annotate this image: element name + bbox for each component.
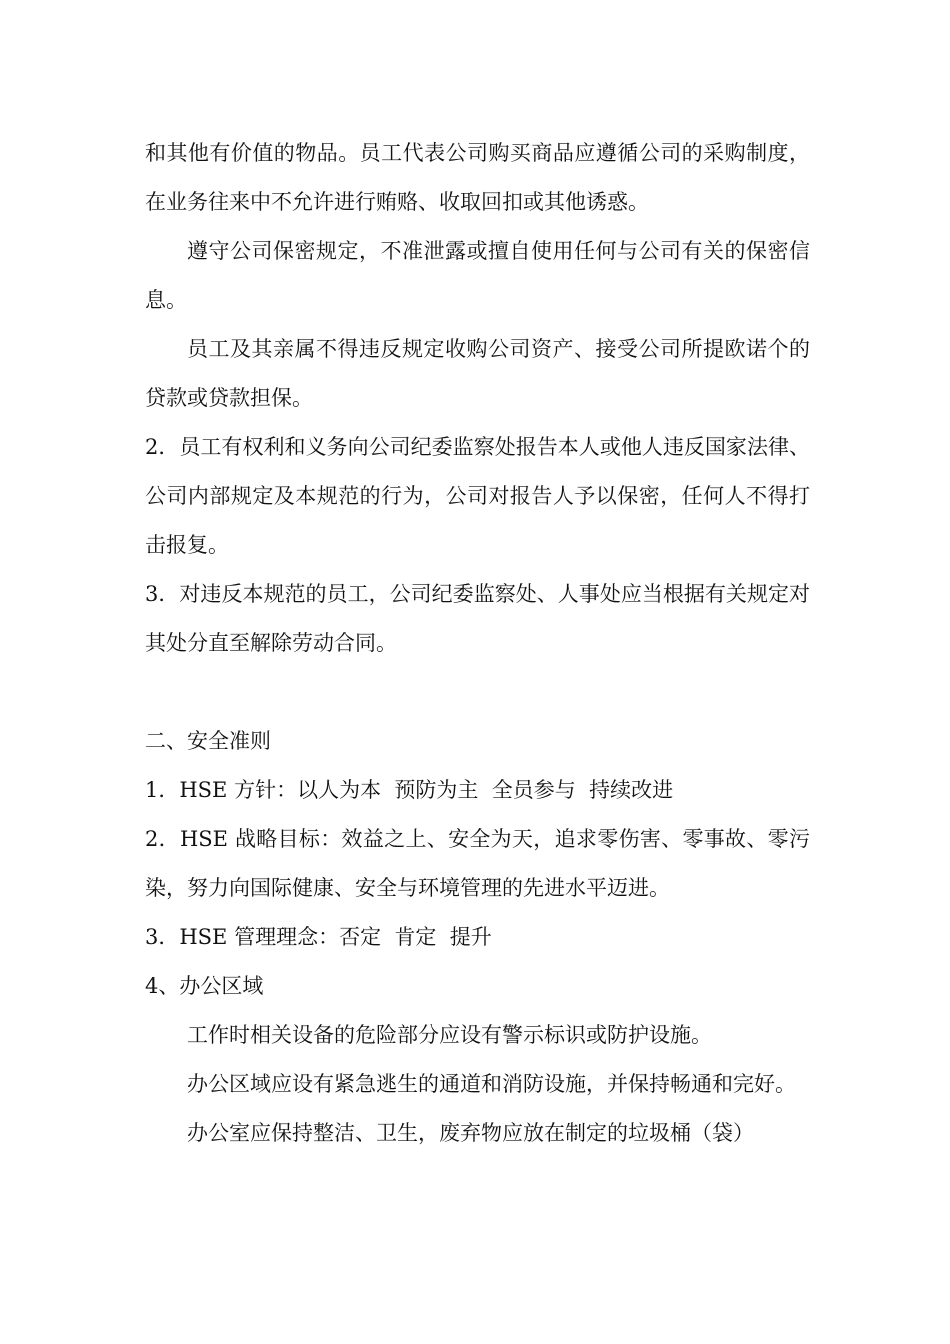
paragraph-office-area-heading: 4、办公区域 <box>145 974 264 998</box>
paragraph-relatives-assets: 员工及其亲属不得违反规定收购公司资产、接受公司所提欧诺个的贷款或贷款担保。 <box>145 337 810 410</box>
paragraph-item-3-violation: 3．对违反本规范的员工，公司纪委监察处、人事处应当根据有关规定对其处分直至解除劳动合同。 <box>145 582 810 655</box>
paragraph-confidentiality: 遵守公司保密规定，不准泄露或擅自使用任何与公司有关的保密信息。 <box>145 239 810 312</box>
paragraph-warning-signs: 工作时相关设备的危险部分应设有警示标识或防护设施。 <box>187 1023 712 1047</box>
paragraph-item-2-reporting: 2．员工有权利和义务向公司纪委监察处报告本人或他人违反国家法律、公司内部规定及本规范的行为，公司对报告人予以保密，任何人不得打击报复。 <box>145 435 810 557</box>
paragraph-purchasing: 和其他有价值的物品。员工代表公司购买商品应遵循公司的采购制度，在业务往来中不允许进行贿赂、收取回扣或其他诱惑。 <box>145 141 810 214</box>
paragraph-emergency-exits: 办公区域应设有紧急逃生的通道和消防设施，并保持畅通和完好。 <box>187 1072 796 1096</box>
section-heading-safety: 二、安全准则 <box>145 729 271 753</box>
paragraph-hse-goal: 2．HSE 战略目标：效益之上、安全为天，追求零伤害、零事故、零污染，努力向国际健康、安全与环境管理的先进水平迈进。 <box>145 827 810 900</box>
section-spacer <box>145 668 810 717</box>
paragraph-hse-concept: 3．HSE 管理理念：否定 肯定 提升 <box>145 925 492 949</box>
paragraph-hse-policy: 1．HSE 方针：以人为本 预防为主 全员参与 持续改进 <box>145 778 674 802</box>
paragraph-office-cleanliness: 办公室应保持整洁、卫生，废弃物应放在制定的垃圾桶（袋） <box>187 1121 754 1145</box>
document-body <box>145 129 810 1158</box>
